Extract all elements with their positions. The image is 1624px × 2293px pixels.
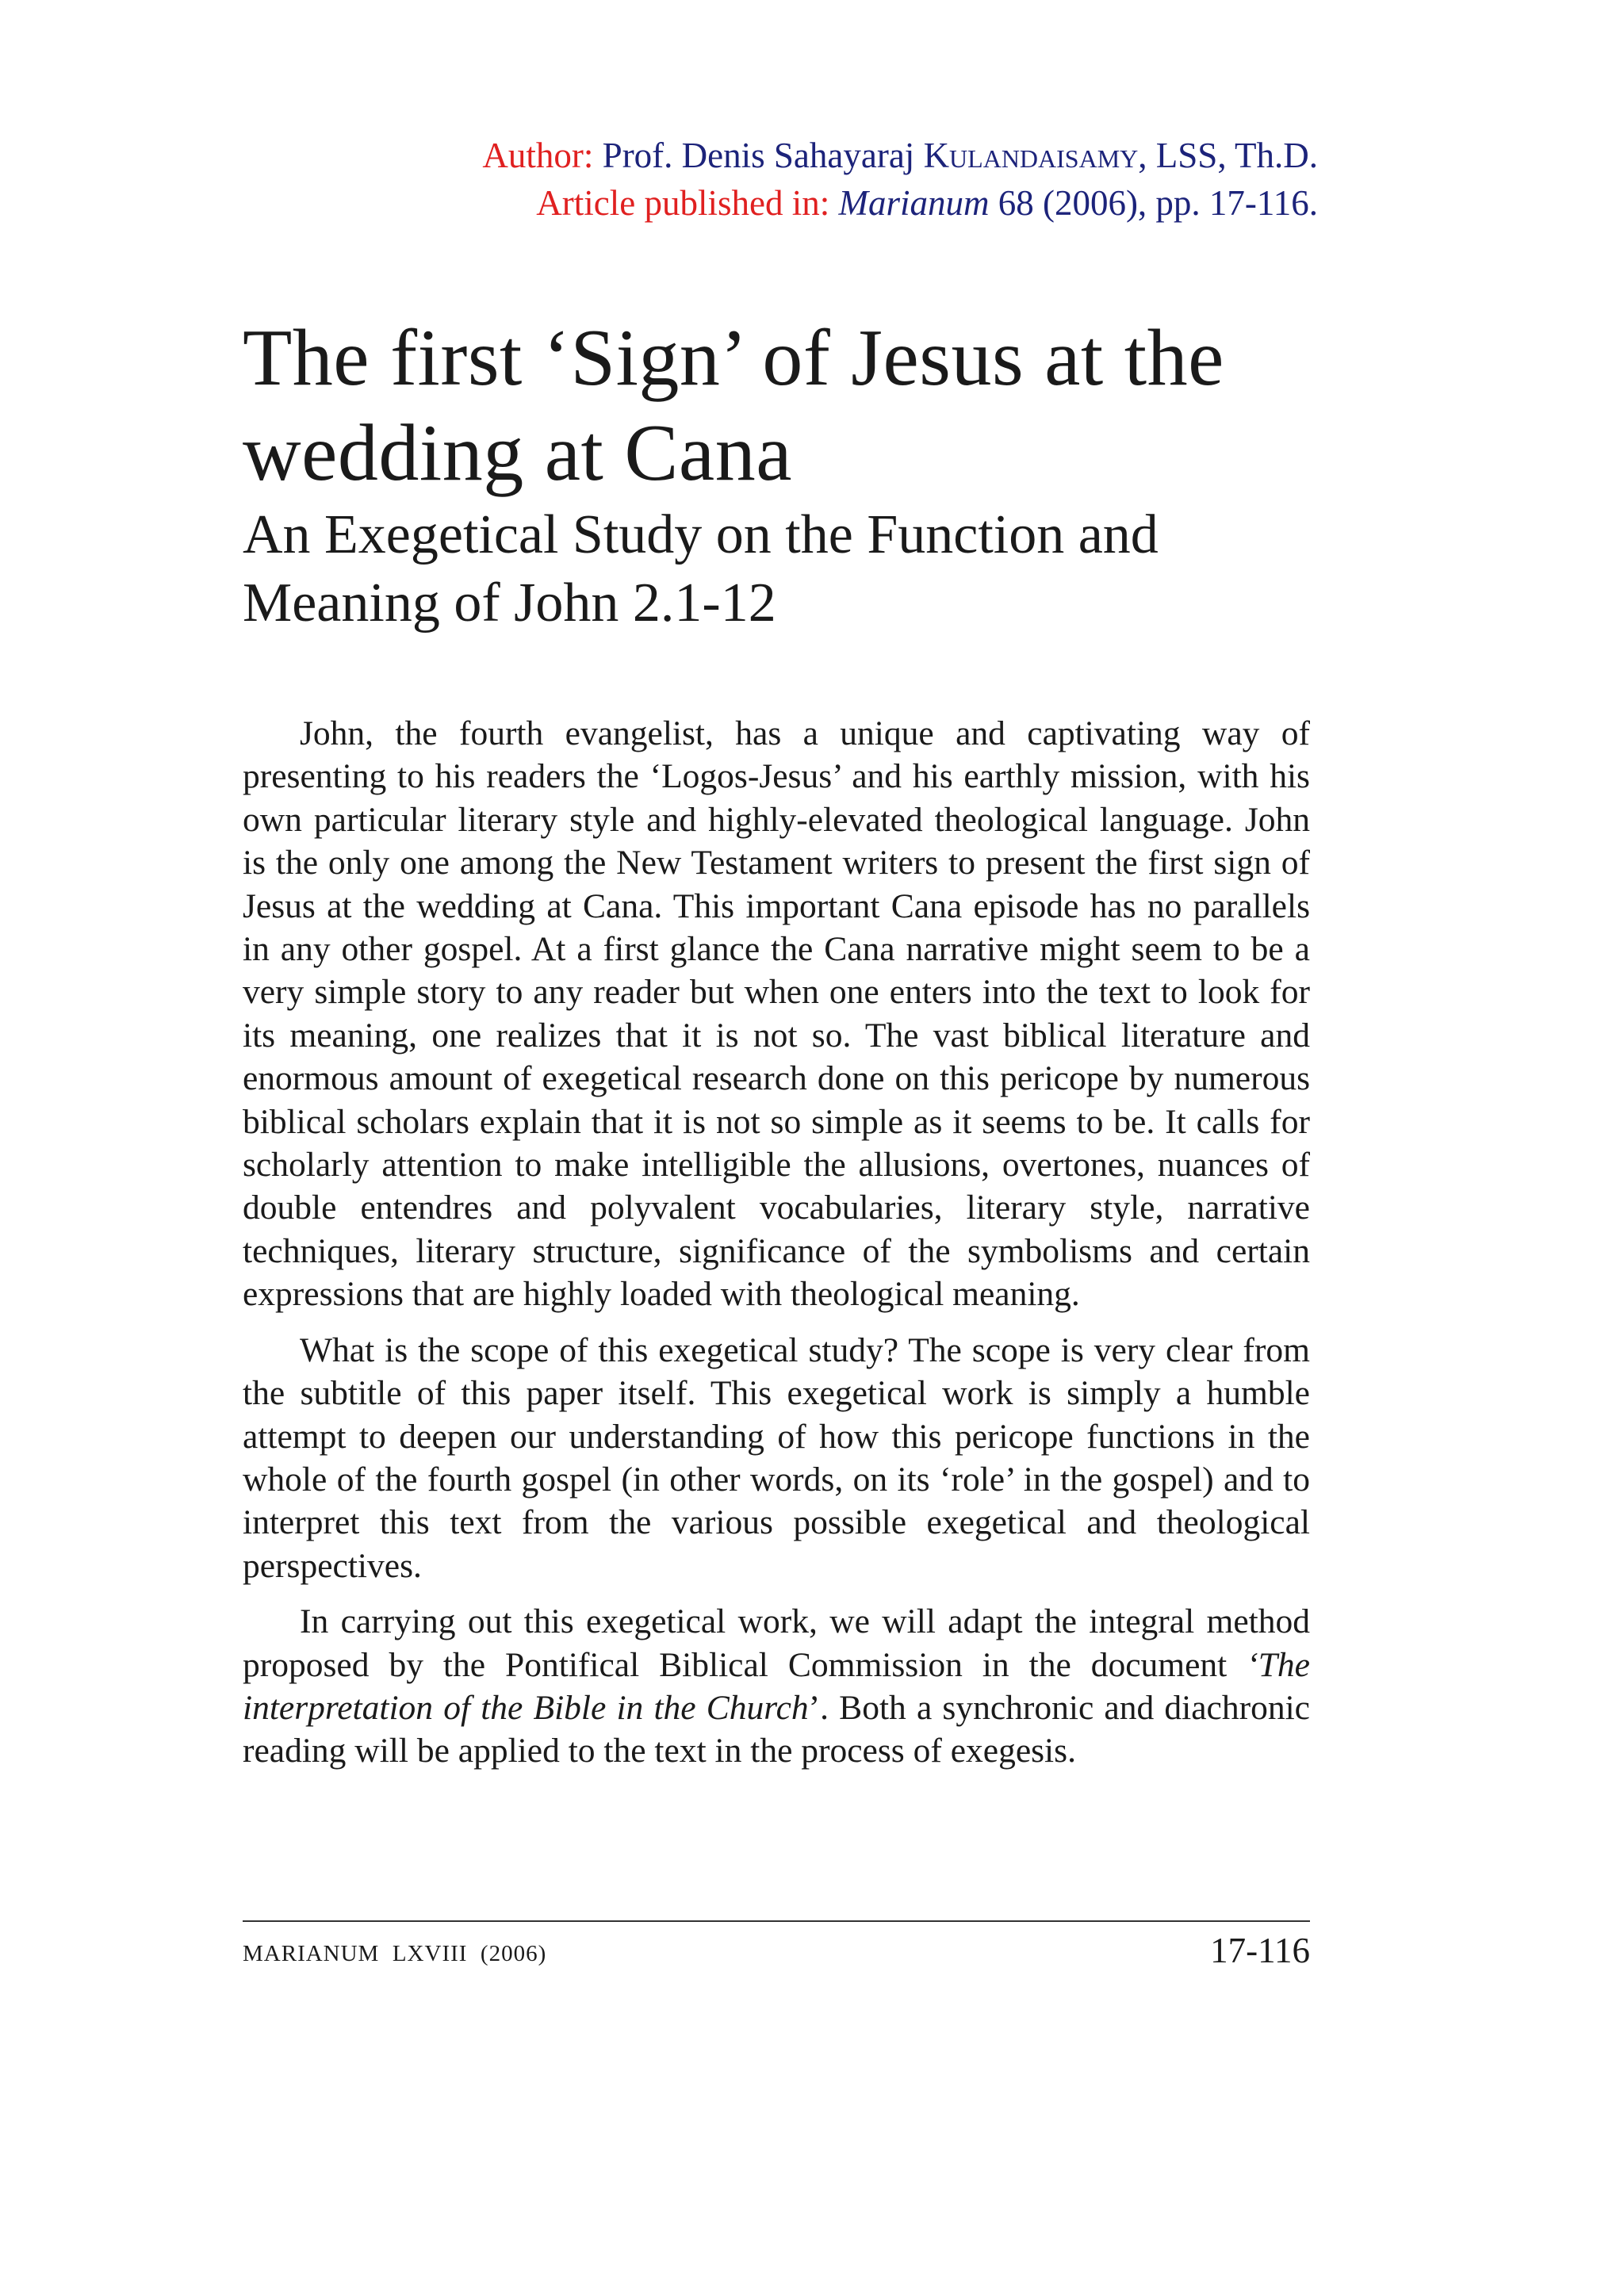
publication-line: [482, 179, 1318, 227]
author-label: Author:: [482, 136, 603, 175]
paragraph-3-end: ’. Both a synchronic and diachronic reading will be applied to the text in the process of exegesis.: [243, 1688, 1310, 1770]
paragraph-3-start: In carrying out this exegetical work, we will adapt the integral method proposed by the Pontifical Biblical Commission in the document: [243, 1602, 1310, 1684]
article-body: [243, 712, 1310, 1786]
article-title: The first ‘Sign’ of Jesus at the wedding at Cana: [243, 313, 1224, 498]
paragraph-1: John, the fourth evangelist, has a unique and captivating way of presenting to his readers the ‘Logos-Jesus’ and his earthly mission, with his own particular literary style and highly-elevated theological language. John is the only one among the New Testament writers to present the first sign of Jesus at the wedding at Cana. This important Cana episode has no parallels in any other gospel. At a first glance the Cana narrative might seem to be a very simple story to any reader but when one enters into the text to look for its meaning, one realizes that it is not so. The vast biblical literature and enormous amount of exegetical research done on this pericope by numerous biblical scholars explain that it is not so simple as it seems to be. It calls for scholarly attention to make intelligible the allusions, overtones, nuances of double entendres and polyvalent vocabularies, literary style, narrative techniques, literary structure, significance of the symbolisms and certain expressions that are highly loaded with theological meaning.: [243, 714, 1310, 1314]
citation: 68 (2006), pp. 17-116.: [989, 183, 1318, 223]
footer-page-range: 17-116: [1210, 1931, 1310, 1970]
document-title: ‘The interpretation of the Bible in the Church: [243, 1645, 1310, 1727]
journal-name: Marianum: [838, 183, 990, 223]
attribution-block: [482, 132, 1318, 227]
paragraph-2: What is the scope of this exegetical study? The scope is very clear from the subtitle of this paper itself. This exegetical work is simply a humble attempt to deepen our understanding of how this pericope functions in the whole of the fourth gospel (in other words, on its ‘role’ in the gospel) and to interpret this text from the various possible exegetical and theological perspectives.: [243, 1330, 1310, 1585]
author-surname: Kulandaisamy: [923, 136, 1139, 175]
footer-rule: [243, 1920, 1310, 1922]
article-subtitle: An Exegetical Study on the Function and Meaning of John 2.1-12: [243, 504, 1159, 634]
footer-journal-info: MARIANUM LXVIII (2006): [243, 1941, 547, 1966]
author-name: Prof. Denis Sahayaraj: [602, 136, 924, 175]
published-label: Article published in:: [536, 183, 839, 223]
author-line: [482, 132, 1318, 179]
paragraph-3: [243, 1600, 1310, 1773]
author-degrees: , LSS, Th.D.: [1138, 136, 1318, 175]
